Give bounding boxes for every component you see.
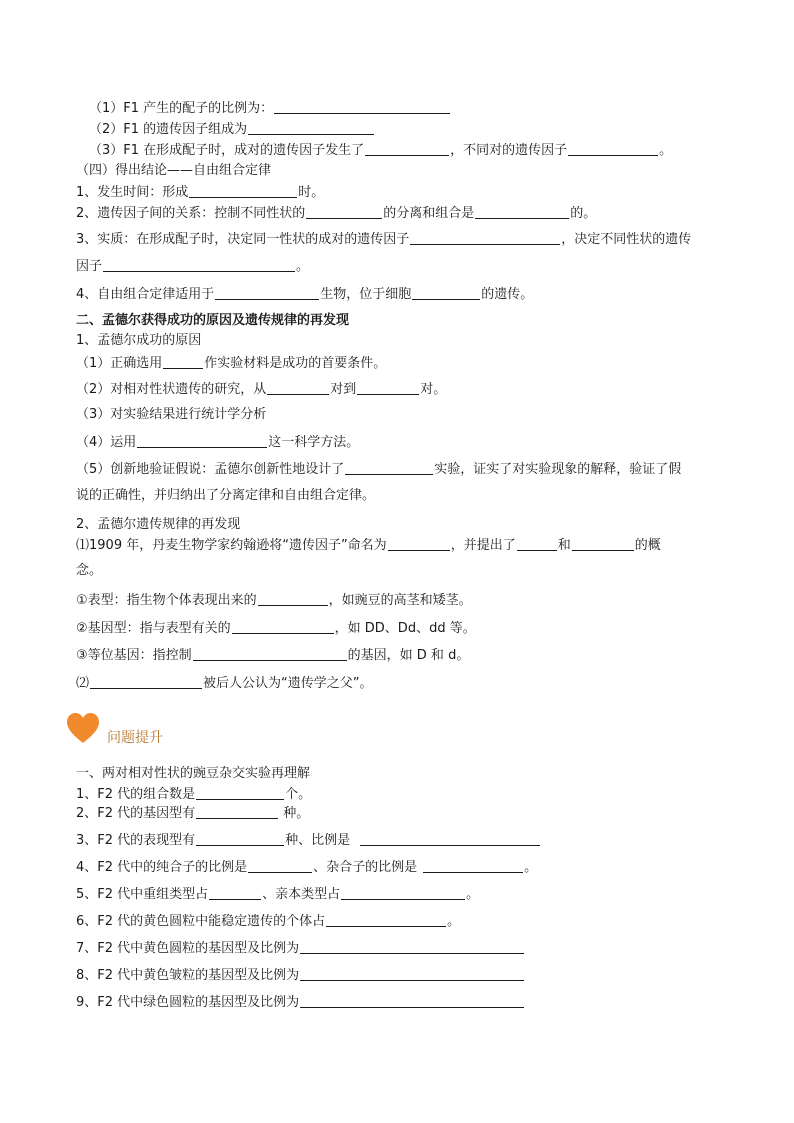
concept-phenotype: ①表型：指生物个体表现出来的 ，如豌豆的高茎和矮茎。: [76, 593, 472, 608]
answer-blank[interactable]: [341, 886, 465, 900]
rediscovery-item-1: ⑴1909 年，丹麦生物学家约翰逊将“遗传因子”命名为 ，并提出了 和 的概: [76, 538, 661, 553]
question-stable-inheritance: 6、F2 代的黄色圆粒中能稳定遗传的个体占 。: [76, 914, 461, 929]
item-applicability: 4、自由组合定律适用于 生物，位于细胞 的遗传。: [76, 287, 534, 302]
item-occurrence-time: 1、发生时间：形成 时。: [76, 185, 325, 200]
answer-blank[interactable]: [90, 675, 202, 689]
section-heading-conclusion: （四）得出结论——自由组合定律: [76, 163, 272, 178]
answer-blank[interactable]: [196, 786, 284, 800]
answer-blank[interactable]: [572, 537, 634, 551]
item-essence-line-2: 因子 。: [76, 259, 310, 274]
question-line-3: （3）F1 在形成配子时，成对的遗传因子发生了 ，不同对的遗传因子 。: [89, 143, 673, 158]
subheading-success-reasons: 1、孟德尔成功的原因: [76, 333, 202, 348]
question-yellow-wrinkled: 8、F2 代中黄色皱粒的基因型及比例为: [76, 967, 525, 984]
answer-blank[interactable]: [306, 205, 382, 219]
reason-item-4: （4）运用 这一科学方法。: [76, 435, 360, 450]
reason-item-1: （1）正确选用 作实验材料是成功的首要条件。: [76, 356, 387, 371]
answer-blank[interactable]: [196, 832, 284, 846]
answer-blank[interactable]: [248, 859, 312, 873]
answer-blank[interactable]: [137, 434, 267, 448]
reason-item-3: （3）对实验结果进行统计学分析: [76, 407, 267, 422]
question-homozygous: 4、F2 代中的纯合子的比例是 、杂合子的比例是 。: [76, 860, 538, 875]
answer-blank[interactable]: [410, 231, 560, 245]
answer-blank[interactable]: [423, 859, 523, 873]
answer-blank[interactable]: [209, 886, 261, 900]
answer-blank[interactable]: [517, 537, 557, 551]
answer-blank[interactable]: [232, 620, 334, 634]
answer-blank[interactable]: [193, 647, 347, 661]
answer-blank[interactable]: [215, 286, 319, 300]
answer-blank[interactable]: [163, 355, 203, 369]
answer-blank[interactable]: [258, 592, 328, 606]
answer-blank[interactable]: [103, 258, 295, 272]
answer-blank[interactable]: [248, 121, 374, 135]
answer-blank[interactable]: [196, 805, 278, 819]
question-recombinant: 5、F2 代中重组类型占 、亲本类型占 。: [76, 887, 480, 902]
question-combinations: 1、F2 代的组合数是 个。: [76, 787, 312, 802]
answer-blank[interactable]: [300, 994, 524, 1008]
item-factor-relation: 2、遗传因子间的关系：控制不同性状的 的分离和组合是 的。: [76, 206, 597, 221]
answer-blank[interactable]: [300, 967, 524, 981]
answer-blank[interactable]: [360, 832, 540, 846]
answer-blank[interactable]: [475, 205, 569, 219]
heart-icon: [66, 712, 100, 746]
answer-blank[interactable]: [568, 142, 658, 156]
answer-blank[interactable]: [274, 100, 450, 114]
question-green-round: 9、F2 代中绿色圆粒的基因型及比例为: [76, 994, 525, 1011]
section-heading-success: 二、孟德尔获得成功的原因及遗传规律的再发现: [76, 313, 350, 328]
answer-blank[interactable]: [300, 940, 524, 954]
answer-blank[interactable]: [388, 537, 450, 551]
question-phenotypes: 3、F2 代的表现型有 种、比例是: [76, 832, 541, 849]
question-genotypes: 2、F2 代的基因型有 种。: [76, 806, 310, 821]
question-line-1: （1）F1 产生的配子的比例为：: [89, 100, 451, 117]
reason-item-2: （2）对相对性状遗传的研究，从 对到 对。: [76, 382, 447, 397]
question-line-2: （2）F1 的遗传因子组成为: [89, 121, 375, 138]
subheading-rediscovery: 2、孟德尔遗传规律的再发现: [76, 517, 241, 532]
item-essence-line-1: 3、实质：在形成配子时，决定同一性状的成对的遗传因子 ，决定不同性状的遗传: [76, 232, 692, 247]
answer-blank[interactable]: [365, 142, 449, 156]
answer-blank[interactable]: [357, 381, 419, 395]
answer-blank[interactable]: [412, 286, 480, 300]
reason-item-5-line-2: 说的正确性，并归纳出了分离定律和自由组合定律。: [76, 488, 376, 503]
rediscovery-item-2: ⑵ 被后人公认为“遗传学之父”。: [76, 676, 373, 691]
concept-allele: ③等位基因：指控制 的基因，如 D 和 d。: [76, 648, 470, 663]
answer-blank[interactable]: [326, 913, 446, 927]
concept-genotype: ②基因型：指与表型有关的 ，如 DD、Dd、dd 等。: [76, 621, 476, 636]
section-title-problem-improvement: 问题提升: [107, 730, 163, 746]
reason-item-5-line-1: （5）创新地验证假说：孟德尔创新性地设计了 实验，证实了对实验现象的解释，验证了假: [76, 462, 682, 477]
answer-blank[interactable]: [345, 461, 433, 475]
answer-blank[interactable]: [189, 184, 297, 198]
answer-blank[interactable]: [267, 381, 329, 395]
section-heading-two-traits: 一、两对相对性状的豌豆杂交实验再理解: [76, 766, 311, 781]
rediscovery-item-1-cont: 念。: [76, 563, 103, 578]
question-yellow-round: 7、F2 代中黄色圆粒的基因型及比例为: [76, 940, 525, 957]
